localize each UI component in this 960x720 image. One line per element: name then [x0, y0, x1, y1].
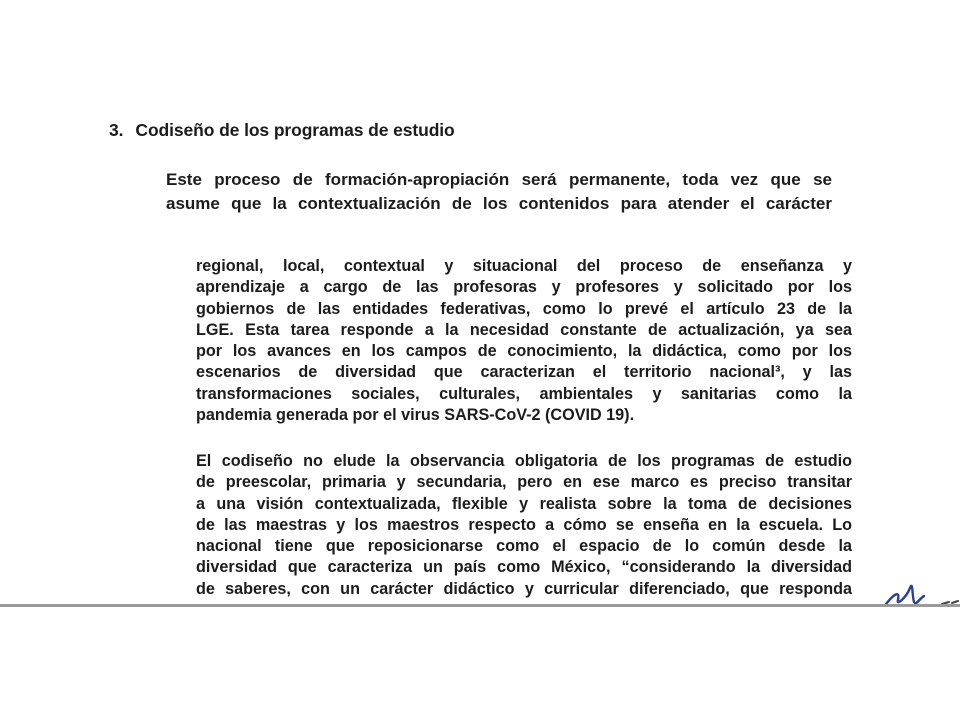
paragraph-line: gobiernos de las entidades federativas, como lo prevé el artículo 23 de la	[196, 299, 852, 318]
paragraph-line: de preescolar, primaria y secundaria, pero en ese marco es preciso transitar	[196, 473, 852, 492]
paragraph-line: escenarios de diversidad que caracterizan el territorio nacional³, y las	[196, 363, 852, 382]
paragraph-line: transformaciones sociales, culturales, ambientales y sanitarias como la	[196, 384, 852, 403]
section-title: Codiseño de los programas de estudio	[135, 120, 455, 140]
paragraph-line: El codiseño no elude la observancia obligatoria de los programas de estudio	[196, 452, 852, 470]
paragraph-line: nacional tiene que reposicionarse como el espacio de lo común desde la	[196, 537, 852, 556]
paragraph-line: de las maestras y los maestros respecto a cómo se enseña en la escuela. Lo	[196, 515, 852, 534]
paragraph-line: LGE. Esta tarea responde a la necesidad constante de actualización, ya sea	[196, 320, 852, 339]
paragraph-line: aprendizaje a cargo de las profesoras y profesores y solicitado por los	[196, 278, 852, 297]
intro-line: asume que la contextualización de los contenidos para atender el carácter	[166, 194, 832, 213]
paragraph-line: diversidad que caracteriza un país como México, “considerando la diversidad	[196, 558, 852, 577]
section-heading	[109, 120, 455, 141]
paragraph-line: regional, local, contextual y situacional del proceso de enseñanza y	[196, 257, 852, 275]
intro-paragraph	[166, 168, 832, 216]
paragraph-line: pandemia generada por el virus SARS-CoV-2 (COVID 19).	[196, 406, 635, 425]
paragraph-line: de saberes, con un carácter didáctico y curricular diferenciado, que responda	[196, 579, 852, 598]
paragraph-line: por los avances en los campos de conocimiento, la didáctica, como por los	[196, 342, 852, 361]
body-paragraph-2	[196, 451, 852, 601]
signature-mark	[880, 576, 940, 606]
intro-line: Este proceso de formación-apropiación será permanente, toda vez que se	[166, 170, 832, 189]
page-bottom-rule	[0, 604, 960, 607]
paragraph-line: a una visión contextualizada, flexible y realista sobre la toma de decisiones	[196, 494, 852, 513]
body-paragraph-1	[196, 256, 852, 426]
section-number: 3.	[109, 120, 124, 140]
